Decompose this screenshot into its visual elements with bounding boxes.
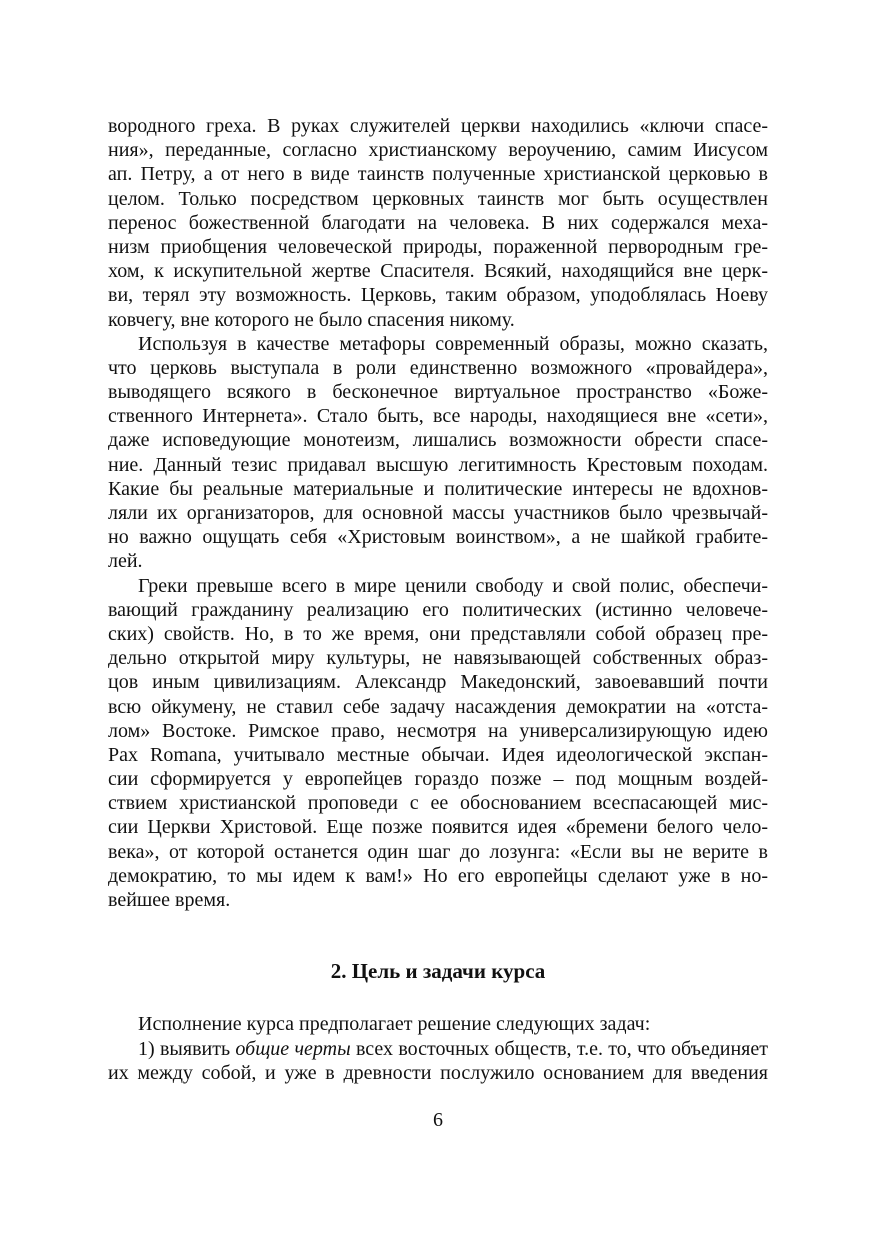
text-line: Pax Romana, учитывало местные обычаи. Идея идеологической экспан- [108, 743, 768, 766]
text-line: ния», переданные, согласно христианскому вероучению, самим Иисусом [108, 139, 768, 162]
text-line: ви, терял эту возможность. Церковь, таким образом, уподоблялась Ноеву [108, 284, 768, 307]
text-line: перенос божественной благодати на человека. В них содержался меха- [108, 211, 768, 234]
text-line: сии сформируется у европейцев гораздо позже – под мощным воздей- [108, 768, 768, 791]
text-line: века», от которой останется один шаг до лозунга: «Если вы не верите в [108, 840, 768, 863]
text-segment: всех восточных обществ, т.е. то, что объединяет [350, 1037, 768, 1060]
text-line: Исполнение курса предполагает решение следующих задач: [138, 1013, 651, 1036]
text-line: вородного греха. В руках служителей церкви находились «ключи спасе- [108, 115, 768, 137]
text-line: лом» Востоке. Римское право, несмотря на универсализирующую идею [108, 719, 768, 742]
text-line: их между собой, и уже в древности послужило основанием для введения [108, 1061, 768, 1084]
text-line: цов иным цивилизациям. Александр Македонский, завоевавший почти [108, 671, 768, 694]
text-line: вейшее время. [108, 889, 231, 911]
text-line [108, 1037, 768, 1061]
text-line: ковчегу, вне которого не было спасения никому. [108, 308, 515, 331]
paragraph [108, 332, 768, 574]
text-line: даже исповедующие монотеизм, лишались возможности обрести спасе- [108, 429, 768, 452]
text-line: низм приобщения человеческой природы, пораженной первородным гре- [108, 235, 768, 258]
paragraph [108, 1012, 768, 1036]
text-line: выводящего всякого в бесконечное виртуальное пространство «Боже- [108, 381, 768, 404]
text-line: Какие бы реальные материальные и политические интересы не вдохнов- [108, 477, 768, 500]
page-content-blocks [108, 114, 768, 1085]
text-line: вающий гражданину реализацию его политических (истинно человече- [108, 598, 768, 621]
paragraph [108, 574, 768, 913]
text-line: что церковь выступала в роли единственно возможного «провайдера», [108, 356, 768, 379]
italic-text: общие черты [235, 1037, 351, 1060]
text-line: Греки превыше всего в мире ценили свободу и свой полис, обеспечи- [138, 574, 768, 597]
text-line: дельно открытой миру культуры, не навязывающей собственных образ- [108, 647, 768, 670]
page-number: 6 [433, 1108, 443, 1131]
text-line: хом, к искупительной жертве Спасителя. Всякий, находящийся вне церк- [108, 260, 768, 283]
text-line: ственного Интернета». Стало быть, все народы, находящиеся вне «сети», [108, 405, 768, 428]
text-line: всю ойкумену, не ставил себе задачу насаждения демократии на «отста- [108, 695, 768, 718]
page-content [108, 114, 768, 1132]
text-line: демократию, то мы идем к вам!» Но его европейцы сделают уже в но- [108, 864, 768, 887]
text-line: Используя в качестве метафоры современный образы, можно сказать, [138, 332, 768, 355]
text-line: ап. Петру, а от него в виде таинств полученные христианской церковью в [108, 163, 768, 186]
text-line: но важно ощущать себя «Христовым воинством», а не шайкой грабите- [108, 526, 768, 549]
text-line: ние. Данный тезис придавал высшую легитимность Крестовым походам. [108, 453, 768, 476]
text-line: ствием христианской проповеди с ее обоснованием всеспасающей мис- [108, 792, 768, 815]
text-line: ских) свойств. Но, в то же время, они представляли собой образец пре- [108, 622, 768, 645]
paragraph [108, 1037, 768, 1085]
section-heading: 2. Цель и задачи курса [330, 959, 546, 984]
text-line: сии Церкви Христовой. Еще позже появится идея «бремени белого чело- [108, 816, 768, 839]
text-segment: 1) выявить [138, 1037, 236, 1060]
text-line: лей. [108, 550, 143, 573]
text-line: целом. Только посредством церковных таинств мог быть осуществлен [108, 187, 768, 210]
text-line: ляли их организаторов, для основной массы участников было чрезвычай- [108, 502, 768, 524]
paragraph [108, 114, 768, 332]
